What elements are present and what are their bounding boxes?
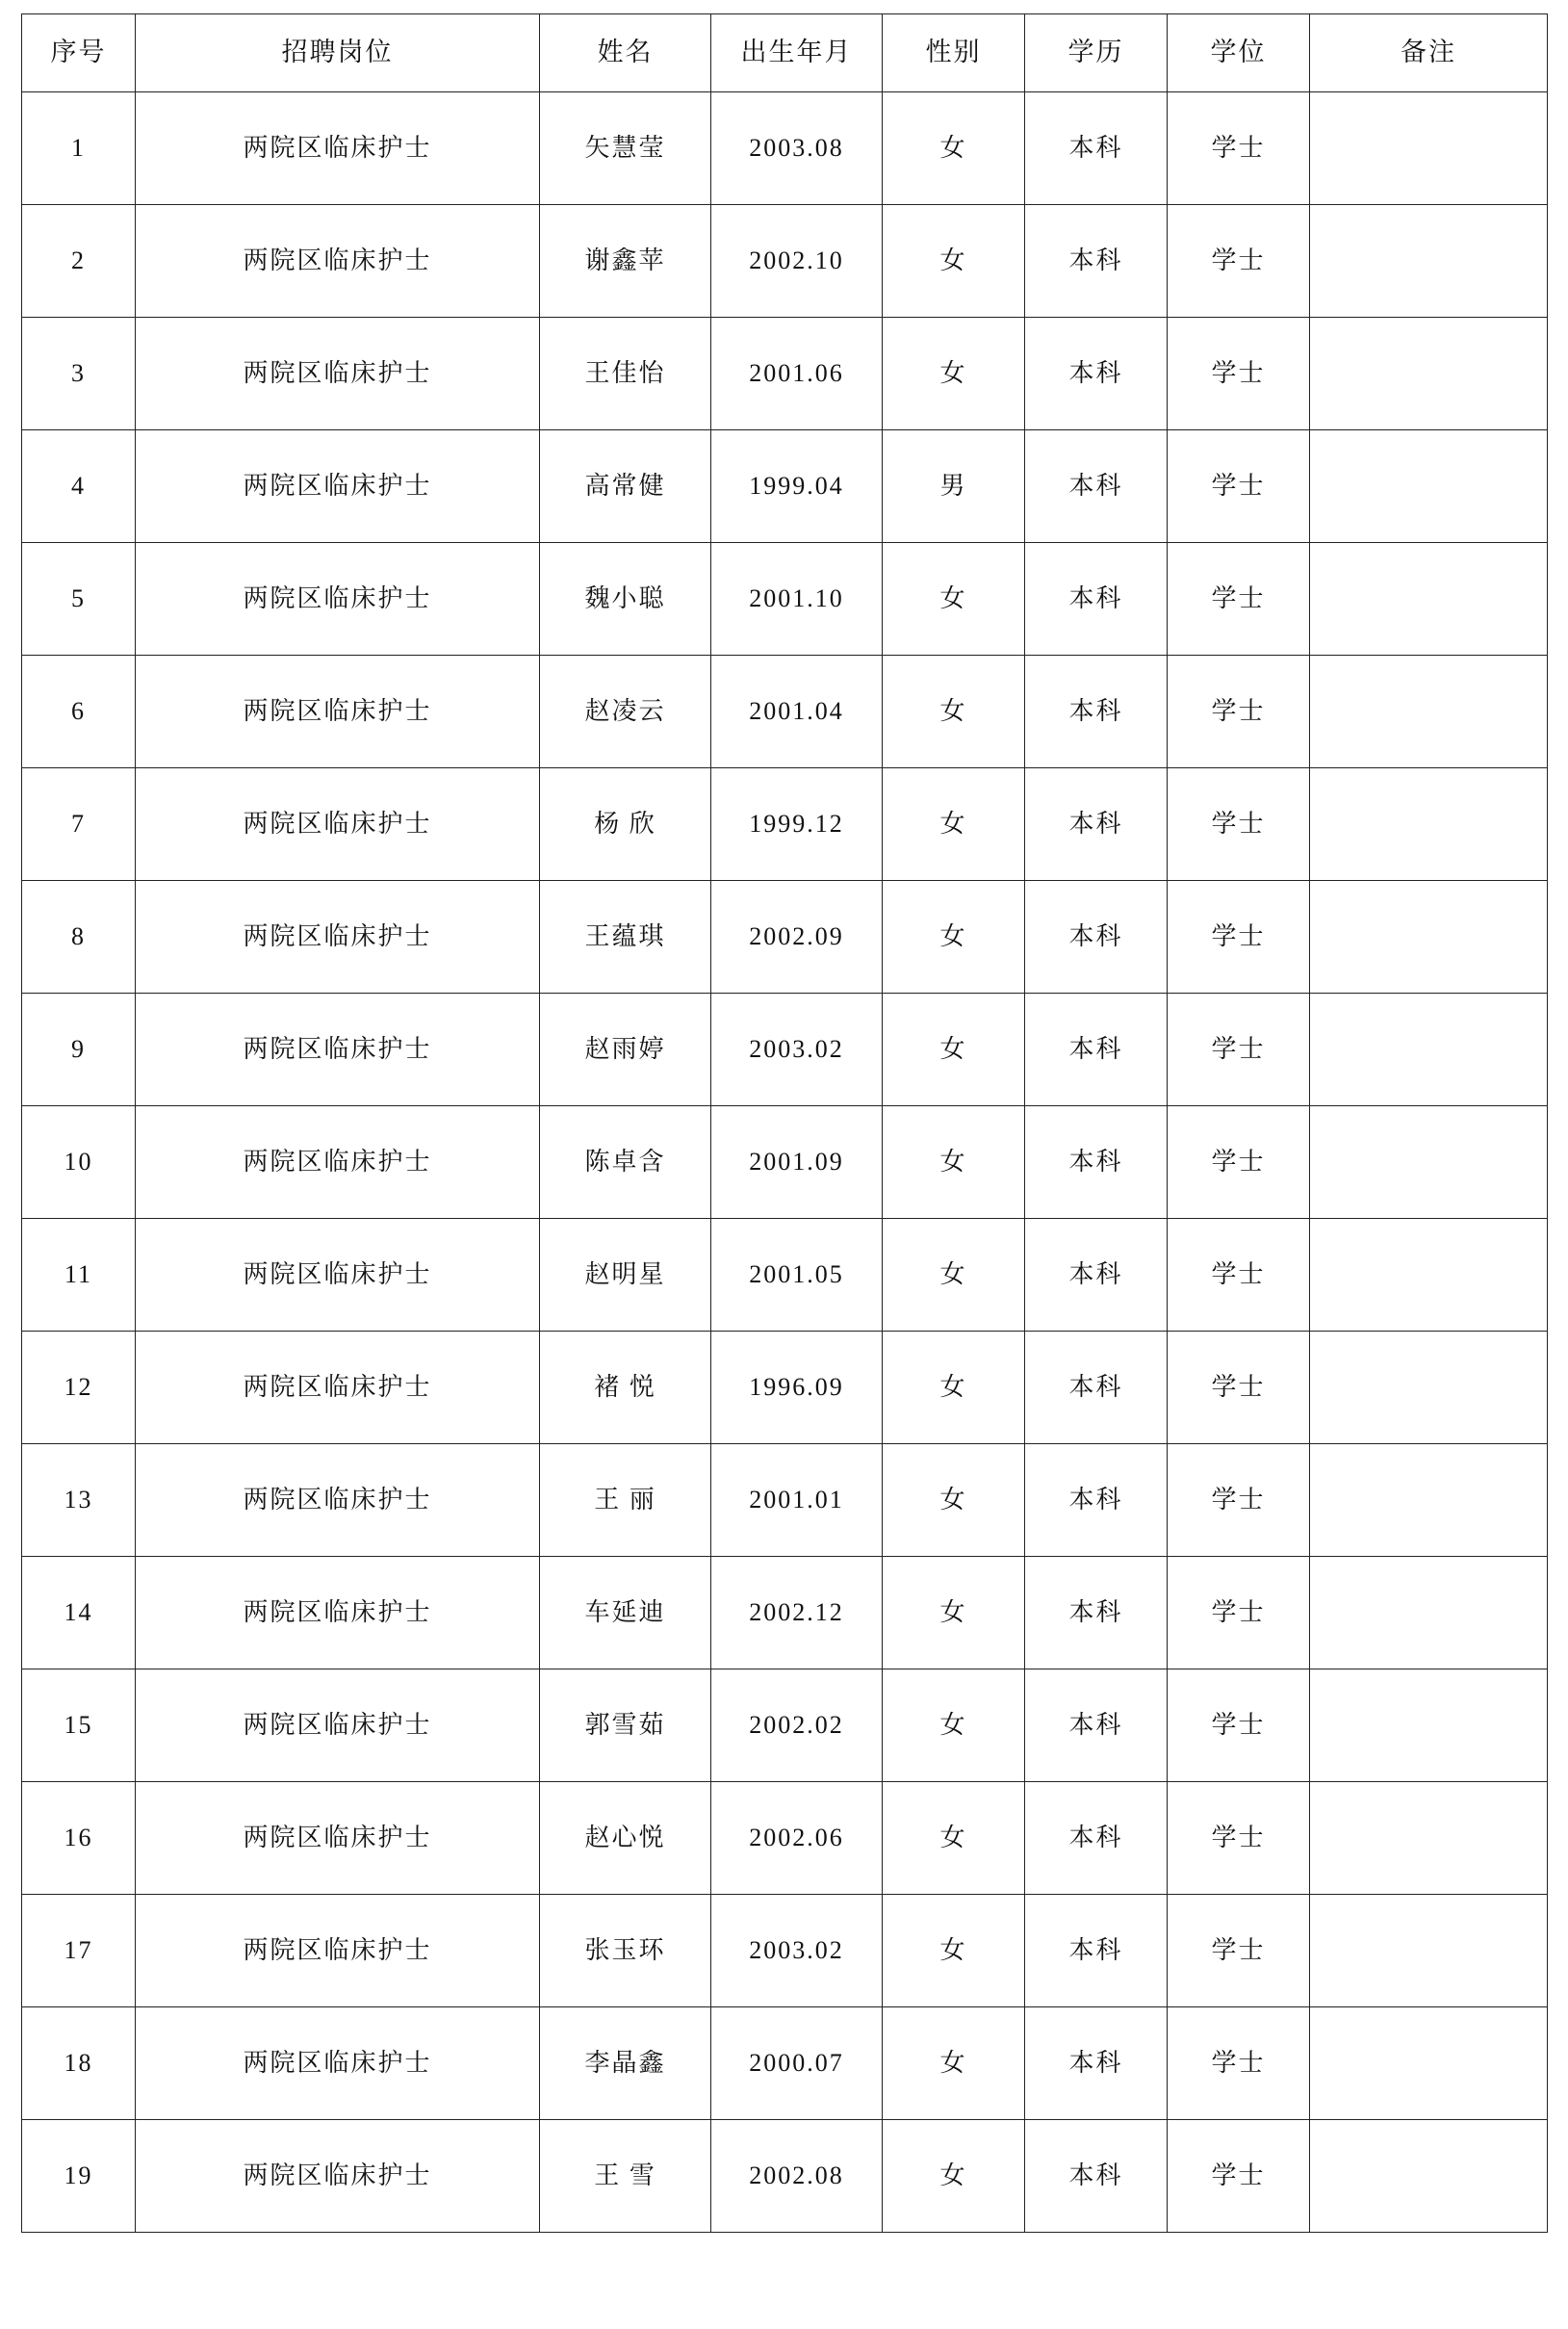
cell-post: 两院区临床护士 bbox=[136, 1782, 540, 1895]
cell-note bbox=[1310, 2120, 1548, 2233]
cell-index: 9 bbox=[22, 994, 136, 1106]
cell-gender: 女 bbox=[883, 1895, 1025, 2007]
cell-gender: 女 bbox=[883, 2007, 1025, 2120]
cell-birth: 2001.06 bbox=[711, 318, 883, 430]
cell-note bbox=[1310, 1782, 1548, 1895]
cell-name: 赵心悦 bbox=[540, 1782, 711, 1895]
cell-degree: 学士 bbox=[1168, 768, 1310, 881]
cell-gender: 女 bbox=[883, 1106, 1025, 1219]
cell-index: 11 bbox=[22, 1219, 136, 1332]
cell-name: 车延迪 bbox=[540, 1557, 711, 1669]
table-row bbox=[22, 1332, 1548, 1444]
cell-name: 褚 悦 bbox=[540, 1332, 711, 1444]
cell-name: 郭雪茹 bbox=[540, 1669, 711, 1782]
cell-name: 王佳怡 bbox=[540, 318, 711, 430]
cell-birth: 2002.10 bbox=[711, 205, 883, 318]
cell-education: 本科 bbox=[1025, 1669, 1168, 1782]
cell-birth: 1999.12 bbox=[711, 768, 883, 881]
cell-birth: 2002.08 bbox=[711, 2120, 883, 2233]
cell-degree: 学士 bbox=[1168, 430, 1310, 543]
cell-post: 两院区临床护士 bbox=[136, 1895, 540, 2007]
column-header-degree: 学位 bbox=[1168, 14, 1310, 92]
cell-post: 两院区临床护士 bbox=[136, 543, 540, 656]
cell-education: 本科 bbox=[1025, 543, 1168, 656]
cell-education: 本科 bbox=[1025, 2120, 1168, 2233]
cell-birth: 2002.06 bbox=[711, 1782, 883, 1895]
column-header-note: 备注 bbox=[1310, 14, 1548, 92]
cell-degree: 学士 bbox=[1168, 92, 1310, 205]
cell-gender: 女 bbox=[883, 1332, 1025, 1444]
cell-note bbox=[1310, 1332, 1548, 1444]
cell-birth: 2000.07 bbox=[711, 2007, 883, 2120]
cell-index: 16 bbox=[22, 1782, 136, 1895]
cell-gender: 女 bbox=[883, 768, 1025, 881]
cell-index: 13 bbox=[22, 1444, 136, 1557]
cell-index: 10 bbox=[22, 1106, 136, 1219]
cell-post: 两院区临床护士 bbox=[136, 1557, 540, 1669]
cell-birth: 2003.08 bbox=[711, 92, 883, 205]
cell-index: 4 bbox=[22, 430, 136, 543]
cell-name: 赵明星 bbox=[540, 1219, 711, 1332]
cell-index: 18 bbox=[22, 2007, 136, 2120]
table-header bbox=[22, 14, 1548, 92]
cell-name: 魏小聪 bbox=[540, 543, 711, 656]
table-row bbox=[22, 1219, 1548, 1332]
cell-birth: 2002.09 bbox=[711, 881, 883, 994]
cell-note bbox=[1310, 2007, 1548, 2120]
cell-note bbox=[1310, 1895, 1548, 2007]
cell-birth: 1999.04 bbox=[711, 430, 883, 543]
cell-gender: 女 bbox=[883, 205, 1025, 318]
cell-education: 本科 bbox=[1025, 768, 1168, 881]
cell-gender: 女 bbox=[883, 92, 1025, 205]
table-row bbox=[22, 1895, 1548, 2007]
table-header-row bbox=[22, 14, 1548, 92]
cell-education: 本科 bbox=[1025, 881, 1168, 994]
cell-post: 两院区临床护士 bbox=[136, 994, 540, 1106]
table-row bbox=[22, 1557, 1548, 1669]
cell-index: 14 bbox=[22, 1557, 136, 1669]
cell-degree: 学士 bbox=[1168, 1669, 1310, 1782]
cell-birth: 1996.09 bbox=[711, 1332, 883, 1444]
cell-gender: 女 bbox=[883, 656, 1025, 768]
cell-education: 本科 bbox=[1025, 430, 1168, 543]
cell-name: 杨 欣 bbox=[540, 768, 711, 881]
table-row bbox=[22, 656, 1548, 768]
cell-education: 本科 bbox=[1025, 1332, 1168, 1444]
cell-post: 两院区临床护士 bbox=[136, 318, 540, 430]
cell-education: 本科 bbox=[1025, 1895, 1168, 2007]
table-row bbox=[22, 92, 1548, 205]
table-row bbox=[22, 768, 1548, 881]
cell-birth: 2001.04 bbox=[711, 656, 883, 768]
cell-post: 两院区临床护士 bbox=[136, 430, 540, 543]
table-row bbox=[22, 543, 1548, 656]
cell-post: 两院区临床护士 bbox=[136, 1106, 540, 1219]
cell-degree: 学士 bbox=[1168, 1106, 1310, 1219]
cell-gender: 女 bbox=[883, 881, 1025, 994]
cell-gender: 女 bbox=[883, 1782, 1025, 1895]
cell-post: 两院区临床护士 bbox=[136, 92, 540, 205]
cell-degree: 学士 bbox=[1168, 656, 1310, 768]
cell-degree: 学士 bbox=[1168, 1895, 1310, 2007]
table-row bbox=[22, 2120, 1548, 2233]
cell-education: 本科 bbox=[1025, 92, 1168, 205]
cell-degree: 学士 bbox=[1168, 1444, 1310, 1557]
cell-education: 本科 bbox=[1025, 1782, 1168, 1895]
cell-birth: 2001.09 bbox=[711, 1106, 883, 1219]
cell-name: 谢鑫苹 bbox=[540, 205, 711, 318]
cell-gender: 女 bbox=[883, 1219, 1025, 1332]
column-header-gender: 性别 bbox=[883, 14, 1025, 92]
cell-birth: 2001.10 bbox=[711, 543, 883, 656]
cell-index: 1 bbox=[22, 92, 136, 205]
cell-degree: 学士 bbox=[1168, 318, 1310, 430]
cell-post: 两院区临床护士 bbox=[136, 1669, 540, 1782]
cell-education: 本科 bbox=[1025, 318, 1168, 430]
cell-note bbox=[1310, 1219, 1548, 1332]
cell-note bbox=[1310, 881, 1548, 994]
cell-name: 赵凌云 bbox=[540, 656, 711, 768]
cell-index: 15 bbox=[22, 1669, 136, 1782]
cell-degree: 学士 bbox=[1168, 994, 1310, 1106]
cell-note bbox=[1310, 430, 1548, 543]
cell-degree: 学士 bbox=[1168, 2120, 1310, 2233]
cell-education: 本科 bbox=[1025, 1444, 1168, 1557]
cell-name: 李晶鑫 bbox=[540, 2007, 711, 2120]
table-row bbox=[22, 1444, 1548, 1557]
cell-note bbox=[1310, 1669, 1548, 1782]
cell-name: 王 丽 bbox=[540, 1444, 711, 1557]
cell-note bbox=[1310, 92, 1548, 205]
cell-degree: 学士 bbox=[1168, 1332, 1310, 1444]
cell-name: 赵雨婷 bbox=[540, 994, 711, 1106]
cell-education: 本科 bbox=[1025, 205, 1168, 318]
cell-index: 2 bbox=[22, 205, 136, 318]
cell-gender: 女 bbox=[883, 543, 1025, 656]
cell-education: 本科 bbox=[1025, 1219, 1168, 1332]
cell-note bbox=[1310, 1557, 1548, 1669]
cell-gender: 女 bbox=[883, 1669, 1025, 1782]
cell-gender: 女 bbox=[883, 318, 1025, 430]
cell-birth: 2003.02 bbox=[711, 994, 883, 1106]
cell-post: 两院区临床护士 bbox=[136, 1219, 540, 1332]
cell-name: 高常健 bbox=[540, 430, 711, 543]
cell-birth: 2003.02 bbox=[711, 1895, 883, 2007]
cell-note bbox=[1310, 543, 1548, 656]
cell-birth: 2002.12 bbox=[711, 1557, 883, 1669]
cell-index: 7 bbox=[22, 768, 136, 881]
cell-name: 张玉环 bbox=[540, 1895, 711, 2007]
cell-gender: 女 bbox=[883, 994, 1025, 1106]
cell-education: 本科 bbox=[1025, 656, 1168, 768]
cell-name: 矢慧莹 bbox=[540, 92, 711, 205]
cell-index: 6 bbox=[22, 656, 136, 768]
cell-degree: 学士 bbox=[1168, 881, 1310, 994]
cell-post: 两院区临床护士 bbox=[136, 768, 540, 881]
cell-note bbox=[1310, 656, 1548, 768]
cell-name: 王蕴琪 bbox=[540, 881, 711, 994]
cell-degree: 学士 bbox=[1168, 1557, 1310, 1669]
table-row bbox=[22, 1106, 1548, 1219]
cell-education: 本科 bbox=[1025, 2007, 1168, 2120]
cell-post: 两院区临床护士 bbox=[136, 1332, 540, 1444]
table-body bbox=[22, 92, 1548, 2233]
column-header-name: 姓名 bbox=[540, 14, 711, 92]
cell-note bbox=[1310, 994, 1548, 1106]
cell-name: 陈卓含 bbox=[540, 1106, 711, 1219]
column-header-post: 招聘岗位 bbox=[136, 14, 540, 92]
table-row bbox=[22, 2007, 1548, 2120]
table-row bbox=[22, 318, 1548, 430]
cell-birth: 2002.02 bbox=[711, 1669, 883, 1782]
cell-index: 12 bbox=[22, 1332, 136, 1444]
table-row bbox=[22, 205, 1548, 318]
cell-note bbox=[1310, 768, 1548, 881]
cell-post: 两院区临床护士 bbox=[136, 881, 540, 994]
cell-degree: 学士 bbox=[1168, 543, 1310, 656]
cell-post: 两院区临床护士 bbox=[136, 1444, 540, 1557]
cell-gender: 男 bbox=[883, 430, 1025, 543]
cell-note bbox=[1310, 1106, 1548, 1219]
cell-index: 17 bbox=[22, 1895, 136, 2007]
cell-post: 两院区临床护士 bbox=[136, 205, 540, 318]
cell-degree: 学士 bbox=[1168, 2007, 1310, 2120]
cell-name: 王 雪 bbox=[540, 2120, 711, 2233]
table-row bbox=[22, 1669, 1548, 1782]
cell-post: 两院区临床护士 bbox=[136, 2007, 540, 2120]
cell-post: 两院区临床护士 bbox=[136, 656, 540, 768]
recruitment-roster-table bbox=[21, 13, 1548, 2233]
column-header-index: 序号 bbox=[22, 14, 136, 92]
cell-education: 本科 bbox=[1025, 994, 1168, 1106]
cell-gender: 女 bbox=[883, 1444, 1025, 1557]
cell-post: 两院区临床护士 bbox=[136, 2120, 540, 2233]
cell-education: 本科 bbox=[1025, 1557, 1168, 1669]
cell-degree: 学士 bbox=[1168, 1219, 1310, 1332]
cell-index: 8 bbox=[22, 881, 136, 994]
cell-gender: 女 bbox=[883, 2120, 1025, 2233]
cell-note bbox=[1310, 318, 1548, 430]
cell-note bbox=[1310, 205, 1548, 318]
cell-note bbox=[1310, 1444, 1548, 1557]
cell-degree: 学士 bbox=[1168, 205, 1310, 318]
table-row bbox=[22, 994, 1548, 1106]
cell-index: 19 bbox=[22, 2120, 136, 2233]
cell-education: 本科 bbox=[1025, 1106, 1168, 1219]
cell-index: 3 bbox=[22, 318, 136, 430]
cell-birth: 2001.01 bbox=[711, 1444, 883, 1557]
cell-index: 5 bbox=[22, 543, 136, 656]
table-row bbox=[22, 430, 1548, 543]
cell-gender: 女 bbox=[883, 1557, 1025, 1669]
cell-degree: 学士 bbox=[1168, 1782, 1310, 1895]
column-header-education: 学历 bbox=[1025, 14, 1168, 92]
table-row bbox=[22, 881, 1548, 994]
column-header-birth: 出生年月 bbox=[711, 14, 883, 92]
table-row bbox=[22, 1782, 1548, 1895]
cell-birth: 2001.05 bbox=[711, 1219, 883, 1332]
